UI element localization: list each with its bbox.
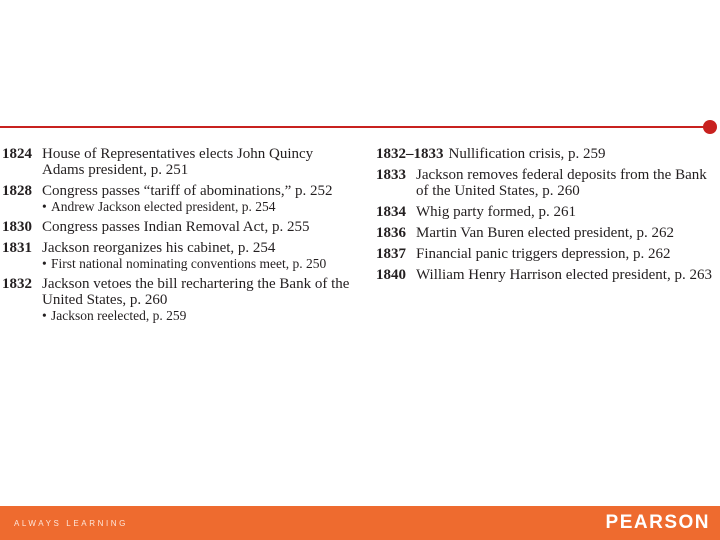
timeline-entry bbox=[376, 204, 716, 220]
entry-year: 1824 bbox=[2, 146, 32, 162]
timeline-entry bbox=[2, 276, 352, 323]
entry-text: Nullification crisis, p. 259 bbox=[448, 146, 606, 162]
timeline-entry bbox=[2, 240, 352, 271]
entry-text: Jackson removes federal deposits from the Bank of the United States, p. 260 bbox=[416, 167, 707, 199]
timeline-rule bbox=[0, 126, 706, 128]
entry-year: 1837 bbox=[376, 246, 406, 262]
bullet-icon: • bbox=[42, 308, 47, 323]
entry-year: 1831 bbox=[2, 240, 32, 256]
entry-text: Jackson reorganizes his cabinet, p. 254 bbox=[42, 240, 276, 256]
entry-year: 1834 bbox=[376, 204, 406, 220]
entry-year: 1840 bbox=[376, 267, 406, 283]
footer-tagline: ALWAYS LEARNING bbox=[14, 519, 128, 528]
timeline-left-column bbox=[2, 146, 352, 328]
entry-year: 1828 bbox=[2, 183, 32, 199]
timeline-entry bbox=[376, 246, 716, 262]
entry-year: 1832–1833 bbox=[376, 146, 444, 162]
entry-text: William Henry Harrison elected president, p. 263 bbox=[416, 267, 712, 283]
entry-year: 1832 bbox=[2, 276, 32, 292]
entry-text: Whig party formed, p. 261 bbox=[416, 204, 576, 220]
entry-text: Financial panic triggers depression, p. 262 bbox=[416, 246, 671, 262]
entry-year: 1830 bbox=[2, 219, 32, 235]
entry-text: Congress passes “tariff of abominations,” p. 252 bbox=[42, 183, 333, 199]
bullet-text: Jackson reelected, p. 259 bbox=[51, 308, 187, 323]
brand-logo: PEARSON bbox=[605, 512, 710, 533]
bullet-icon: • bbox=[42, 199, 47, 214]
entry-bullet bbox=[2, 256, 352, 271]
timeline-entry bbox=[376, 267, 716, 283]
timeline-entry bbox=[2, 183, 352, 214]
timeline-entry bbox=[376, 225, 716, 241]
entry-year: 1836 bbox=[376, 225, 406, 241]
timeline-right-column bbox=[376, 146, 716, 288]
timeline-entry bbox=[376, 146, 716, 162]
bullet-icon: • bbox=[42, 256, 47, 271]
bullet-text: First national nominating conventions meet, p. 250 bbox=[51, 256, 327, 271]
entry-text: Martin Van Buren elected president, p. 262 bbox=[416, 225, 674, 241]
entry-bullet bbox=[2, 199, 352, 214]
timeline-entry bbox=[376, 167, 716, 199]
entry-year: 1833 bbox=[376, 167, 406, 183]
entry-text: Congress passes Indian Removal Act, p. 255 bbox=[42, 219, 310, 235]
bullet-text: Andrew Jackson elected president, p. 254 bbox=[51, 199, 276, 214]
timeline-entry bbox=[2, 219, 352, 235]
entry-bullet bbox=[2, 308, 352, 323]
timeline-entry bbox=[2, 146, 352, 178]
entry-text: Jackson vetoes the bill rechartering the Bank of the United States, p. 260 bbox=[42, 276, 350, 308]
timeline-dot bbox=[703, 120, 717, 134]
entry-text: House of Representatives elects John Quincy Adams president, p. 251 bbox=[42, 146, 314, 178]
footer-bar bbox=[0, 506, 720, 540]
